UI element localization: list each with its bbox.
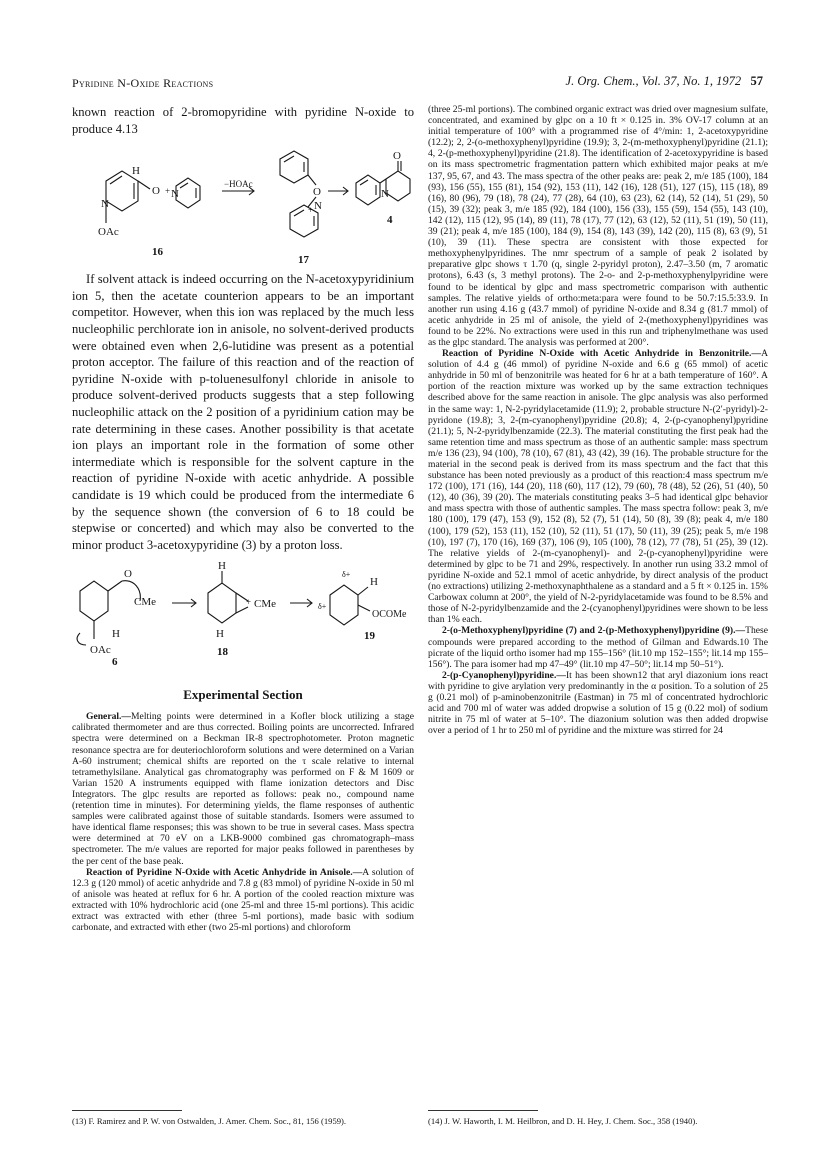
cme-label-18: CMe	[254, 598, 276, 611]
o-label-4: O	[393, 150, 401, 163]
ring-6	[80, 581, 108, 621]
n-label-16b: N	[171, 188, 179, 201]
delta-label-a: δ+	[342, 570, 351, 580]
general-paragraph	[72, 711, 414, 866]
n-label-17: N	[314, 200, 322, 213]
compound-19-label: 19	[364, 630, 375, 643]
footnote-rule-left	[72, 1110, 182, 1111]
benzonitrile-heading: Reaction of Pyridine N-Oxide with Acetic Anhydride in Benzonitrile.—	[442, 348, 762, 360]
compound-16-label: 16	[152, 246, 163, 259]
general-heading: General.—	[86, 711, 132, 723]
n-label-16: N	[101, 198, 109, 211]
journal-citation: J. Org. Chem., Vol. 37, No. 1, 1972	[565, 74, 742, 88]
footnote-rule-right	[428, 1110, 538, 1111]
scheme-1-drawing	[72, 141, 414, 271]
anisole-paragraph	[72, 867, 414, 934]
continued-paragraph: (three 25-ml portions). The combined organic extract was dried over magnesium sulfate, concentrated, and examined by glpc on a 10 ft × 0.125 in. 3% OV-17 column at an initial temperature of 100° with a programmed rise of 4°/min: 1, 2-acetoxypyridine (12.2); 2, 2-(o-methoxyphenyl)pyridine (19.9); 3, 2-(m-methoxyphenyl)pyridine (21.1); 4, 2-(p-methoxyphenyl)pyridine (21.8). The identification of 2-acetoxypyridine is based on its mass spectrometric fragmentation pattern which exhibited major peaks at m/e 137, 95, 67, and 43. The mass spectra of the other peaks are: peak 2, m/e 185 (100), 184 (93), 156 (55), 155 (81), 154 (92), 153 (11), 142 (16), 128 (51), 127 (15), 115 (18), 89 (16), 80 (96), 79 (18), 78 (24), 77 (28), 64 (10), 63 (23), 62 (14), 52 (14), 51 (29), 50 (15), 39 (32); peak 3, m/e 185 (92), 184 (100), 156 (33), 155 (59), 154 (55), 143 (10), 142 (12), 115 (12), 95 (14), 89 (11), 78 (17), 77 (12), 63 (12), 52 (11), 51 (19), 50 (11), 39 (21); peak 4, m/e 185 (100), 184 (9), 154 (8), 143 (39), 142 (20), 115 (8), 63 (9), 51 (10), 39 (11). These spectra are consistent with those expected for methoxyphenylpyridines. The nmr spectrum of a sample of peak 2 isolated by preparative glpc shows τ 1.70 (q, single 2-pyridyl proton), 2.47–3.50 (m, 7 aromatic protons), 6.43 (s, 3 methyl protons). The 2-o- and 2-p-methoxyphenylpyridine were found to be identical by glpc and mass spectrometric comparison with authentic samples. The relative yields of ortho:meta:para were found to be 50.7:15.5:33.9. In another run using 4.16 g (43.7 mmol) of pyridine N-oxide and 8.34 g (81.7 mmol) of acetic anhydride in 25 ml of anisole, the yield of 2-(methoxyphenyl)pyridines was found to be 22%. No extractions were used in this run and triphenylmethane was used as the glpc standard. The analysis was performed at 200°.	[428, 104, 768, 348]
footnote-14: (14) J. W. Haworth, I. M. Heilbron, and D. H. Hey, J. Chem. Soc., 358 (1940).	[428, 1116, 698, 1126]
methoxy-text: These compounds were prepared according to the method of Gilman and Edwards.10 The picrate of the liquid ortho isomer had mp 155–156° (lit.10 mp 152–155°; lit.14 mp 155–156°). The para isomer had mp 47–49° (lit.10 mp 47–50°; lit.14 mp 50–51°).	[428, 625, 768, 670]
ring-19	[330, 585, 358, 625]
left-column	[72, 104, 414, 933]
compound-18-label: 18	[217, 646, 228, 659]
o-label-6: O	[124, 568, 132, 581]
cyano-heading: 2-(p-Cyanophenyl)pyridine.—	[442, 669, 566, 681]
delta-label-b: δ+	[318, 602, 327, 612]
scheme-2-drawing	[72, 561, 414, 671]
oac-label-16: OAc	[98, 226, 119, 239]
h-label: H	[132, 165, 140, 178]
ococme-label: OCOMe	[372, 609, 407, 621]
page-number: 57	[750, 74, 763, 88]
o-label-17: O	[313, 186, 321, 199]
cme-label-6: CMe	[134, 596, 156, 609]
experimental-section-title: Experimental Section	[183, 687, 303, 703]
compound-6-label: 6	[112, 656, 118, 669]
benzonitrile-text: A solution of 4.4 g (46 mmol) of pyridine N-oxide and 6.6 g (65 mmol) of acetic anhydride in 50 ml of benzonitrile was heated for 6 hr at a bath temperature of 160°. A portion of the reaction mixture was worked up by the same extraction techniques described above for the same reaction in anisole. The glpc analysis was also performed in the same way: 1, N-2-pyridylacetamide (11.9); 2, probable structure N-(2′-pyridyl)-2-pyridone (19.8); 3, 2-(m-cyanophenyl)pyridine (20.8); 4, 2-(p-cyanophenyl)pyridine (21.1); 5, N-2-pyridylbenzamide (22.3). The material constituting the first peak had the same retention time and mass spectrum as those of an authentic sample: mass spectrum m/e 136 (23), 94 (100), 78 (10), 67 (81), 43 (42), 39 (16). The probable structure for the material in the second peak is derived from its mass spectrum and the fact that this substance has been noted previously as a product of this reaction:4 mass spectrum m/e 172 (100), 171 (16), 144 (20), 118 (60), 117 (12), 79 (60), 78 (48), 52 (26), 51 (40), 50 (12), 40 (36), 39 (20). The materials constituting peaks 3–5 had identical glpc behavior and mass spectra with those of authentic samples. The mass spectra follow: peak 3, m/e 180 (100), 179 (47), 153 (9), 152 (8), 52 (7), 51 (14), 50 (8), 39 (8); peak 4, m/e 180 (100), 179 (52), 153 (11), 152 (10), 52 (11), 51 (17), 50 (11), 39 (25); peak 5, m/e 198 (10), 197 (7), 170 (16), 169 (37), 106 (9), 105 (100), 78 (12), 77 (78), 51 (25), 39 (12). The relative yields of 2-(m-cyanophenyl)- and 2-(p-cyanophenyl)pyridine were determined by glpc to be 71 and 29%, respectively. In another run using 33.2 mmol of pyridine N-oxide and 52.1 mmol of acetic anhydride, by direct analysis of the product (no extractions) utilizing 2-methoxynaphthalene as a standard and a 5 ft × 0.125 in. 15% Carbowax column at 200°, the yield of N-2-pyridylacetamide was found to be 8.5% and those of N-2-pyridylbenzamide and the 2-(cyanophenyl)pyridines were shown to be less than 1% each.	[428, 348, 768, 626]
anisole-text: A solution of 12.3 g (120 mmol) of acetic anhydride and 7.8 g (83 mmol) of pyridine N-oxide in 50 ml of anisole was heated at reflux for 6 hr. A portion of the cooled reaction mixture was extracted with 10% hydrochloric acid (one 25-ml and three 15-ml portions). This acidic extract was extracted with ether (three 5-ml portions), made basic with sodium carbonate, and extracted with ether (two 25-ml portions) and chloroform	[72, 866, 414, 934]
anisole-heading: Reaction of Pyridine N-Oxide with Acetic Anhydride in Anisole.—	[86, 866, 363, 878]
scheme-6-18-19	[72, 561, 414, 671]
svg-text:+: +	[308, 205, 314, 216]
methoxy-heading: 2-(o-Methoxyphenyl)pyridine (7) and 2-(p-Methoxyphenyl)pyridine (9).—	[442, 625, 746, 637]
compound-4-label: 4	[387, 214, 393, 227]
journal-header	[566, 74, 763, 89]
svg-text:+: +	[165, 186, 171, 197]
methoxy-paragraph	[428, 625, 768, 669]
right-column	[428, 104, 768, 736]
compound-17-label: 17	[298, 254, 309, 267]
benzonitrile-paragraph	[428, 348, 768, 625]
cyano-paragraph	[428, 670, 768, 737]
ring-18	[208, 583, 236, 623]
discussion-paragraph: If solvent attack is indeed occurring on the N-acetoxypyridinium ion 5, then the acetate counterion appears to be an important competitor. However, when this ion was replaced by the much less nucleophilic perchlorate ion in anisole, no solvent-derived products were obtained even when 2,6-lutidine was present as a potential proton acceptor. The failure of this reaction and of the reaction of pyridine N-oxide with p-toluenesulfonyl chloride in anisole to produce solvent-derived products suggests that a step following nucleophilic attack on the 2 position of a pyridinium cation may be rate determining in these cases. Another possibility is that acetate ion plays an important role in the formation of some other intermediate which is responsible for the solvent capture in the reaction of pyridine N-oxide with acetic anhydride. A possible candidate is 19 which could be produced from the intermediate 6 by the sequence shown (the conversion of 6 to 18 could be stepwise or concerted) and which may also be converted to the minor product 3-acetoxypyridine (3) by a proton loss.	[72, 272, 414, 552]
h-label-19: H	[370, 576, 378, 589]
running-title: Pyridine N-Oxide Reactions	[72, 76, 214, 90]
ring-4b	[386, 171, 410, 201]
scheme-16-17-4	[72, 141, 414, 271]
general-text: Melting points were determined in a Kofler block utilizing a stage calibrated thermometer and are thus corrected. Boiling points are uncorrected. Infrared spectra were determined on a Beckman IR-8 spectrophotometer. Proton magnetic resonance spectra are for deuteriochloroform solutions and were determined on a Varian A-60 instrument; chemical shifts are reported on the τ scale relative to internal tetramethylsilane. Analytical gas chromatography was performed on F & M 1609 or Varian 1520 A instruments equipped with flame ionization detectors and Disc Integrators. The glpc results are reported as follows: peak no., compound name (retention time in minutes). For determining yields, the flame responses of authentic samples were calibrated against those of suitable standards. Isomers were assumed to have identical flame responses; this was shown to be true in several cases. Mass spectra were determined at 70 eV on a LKB-9000 combined gas chromatograph–mass spectrometer. The m/e values are reported for major peaks followed in parentheses by the per cent of the base peak.	[72, 711, 414, 867]
footnote-13: (13) F. Ramirez and P. W. von Ostwalden, J. Amer. Chem. Soc., 81, 156 (1959).	[72, 1116, 347, 1126]
reagent-label: −HOAc	[224, 179, 253, 190]
n-label-4: N	[381, 188, 389, 201]
h-label-18: H	[218, 561, 226, 573]
intro-paragraph: known reaction of 2-bromopyridine with pyridine N-oxide to produce 4.13	[72, 105, 414, 136]
cyano-text: It has been shown12 that aryl diazonium ions react with pyridine to give arylation very predominantly in the α position. To a solution of 25 g (0.21 mol) of p-aminobenzonitrile (Eastman) in 75 ml of concentrated hydrochloric acid and 700 ml of water was added dropwise a solution of 15 g (0.22 mol) of sodium nitrite in 75 ml of water at 5–10°. The diazonium solution was then added dropwise over a period of 1 hr to 250 ml of pyridine and the mixture was stirred for 24	[428, 669, 768, 737]
ring-16	[106, 171, 138, 211]
h-label-18b: H	[216, 628, 224, 641]
h-label-6: H	[112, 628, 120, 641]
o-label-16: O	[152, 185, 160, 198]
svg-text:+: +	[246, 597, 252, 608]
oac-label-6: OAc	[90, 644, 111, 657]
